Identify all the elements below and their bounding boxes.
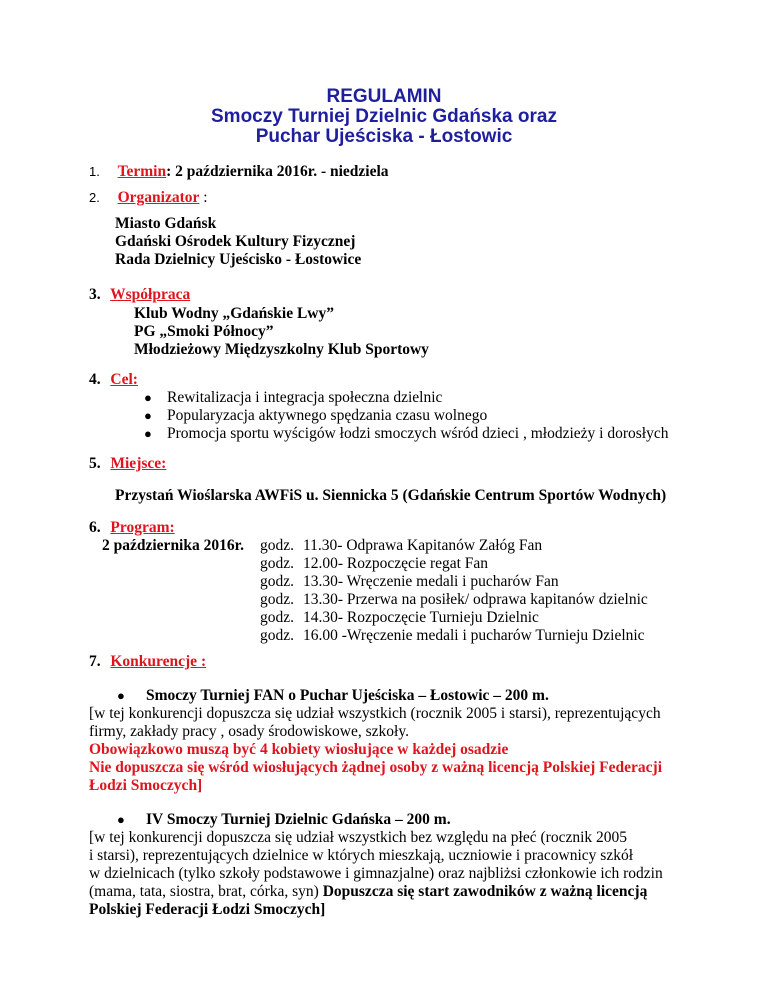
goal-text: Popularyzacja aktywnego spędzania czasu wolnego xyxy=(167,407,488,424)
section-3-number: 3. xyxy=(89,286,101,303)
partner-line: Klub Wodny „Gdańskie Lwy” xyxy=(134,305,335,322)
section-6 xyxy=(89,519,175,537)
section-6-label: Program: xyxy=(110,519,175,536)
title-line-2: Smoczy Turniej Dzielnic Gdańska oraz xyxy=(211,106,557,127)
section-1 xyxy=(89,163,389,181)
competition-1-heading: Smoczy Turniej FAN o Puchar Ujeściska – Łostowic – 200 m. xyxy=(146,687,549,704)
schedule-item: 13.30- Wręczenie medali i pucharów Fan xyxy=(303,573,559,590)
section-1-number: 1. xyxy=(89,164,100,179)
section-3 xyxy=(89,286,190,304)
bullet-icon: ● xyxy=(144,408,152,423)
section-5-label: Miejsce: xyxy=(110,455,167,472)
competition-1-text: [w tej konkurencji dopuszcza się udział wszystkich (rocznik 2005 i starsi), reprezentujących xyxy=(89,705,661,722)
schedule-godz: godz. xyxy=(260,573,295,590)
competition-1-text: firmy, zakłady pracy , osady środowiskowe, szkoły. xyxy=(89,723,409,740)
competition-2-heading: IV Smoczy Turniej Dzielnic Gdańska – 200 m. xyxy=(146,811,451,828)
goal-text: Rewitalizacja i integracja społeczna dzielnic xyxy=(167,389,443,406)
section-2 xyxy=(89,189,208,207)
schedule-godz: godz. xyxy=(260,627,295,644)
section-4 xyxy=(89,371,138,389)
competition-1-bullet xyxy=(117,687,125,705)
section-1-label: Termin xyxy=(117,163,167,180)
competition-1-rule: Obowiązkowo muszą być 4 kobiety wiosłujące w każdej osadzie xyxy=(89,741,509,758)
competition-1-rule: Nie dopuszcza się wśród wiosłujących żądnej osoby z ważną licencją Polskiej Federacji xyxy=(89,759,663,776)
section-7-number: 7. xyxy=(89,653,101,670)
program-date: 2 października 2016r. xyxy=(102,537,244,554)
goal-text: Promocja sportu wyścigów łodzi smoczych wśród dzieci , młodzieży i dorosłych xyxy=(167,425,669,442)
section-6-number: 6. xyxy=(89,519,101,536)
bullet-icon: ● xyxy=(144,426,152,441)
competition-2-license-note: Dopuszcza się start zawodników z ważną licencją xyxy=(322,883,648,900)
schedule-item: 13.30- Przerwa na posiłek/ odprawa kapitanów dzielnic xyxy=(303,591,648,608)
section-2-colon: : xyxy=(199,189,208,206)
section-5 xyxy=(89,455,166,473)
schedule-godz: godz. xyxy=(260,537,295,554)
section-7 xyxy=(89,653,206,671)
organizer-line: Gdański Ośrodek Kultury Fizycznej xyxy=(115,233,356,250)
section-7-label: Konkurencje : xyxy=(110,653,207,670)
schedule-godz: godz. xyxy=(260,591,295,608)
title-line-1: REGULAMIN xyxy=(326,86,442,107)
partner-line: PG „Smoki Północy” xyxy=(134,323,274,340)
section-2-number: 2. xyxy=(89,190,100,205)
competition-2-text: [w tej konkurencji dopuszcza się udział wszystkich bez względu na płeć (rocznik 2005 xyxy=(89,829,628,846)
competition-2-bullet xyxy=(117,811,125,829)
competition-2-text-part: (mama, tata, siostra, brat, córka, syn) xyxy=(89,883,323,900)
competition-2-license-note: Polskiej Federacji Łodzi Smoczych] xyxy=(89,901,326,918)
schedule-item: 16.00 -Wręczenie medali i pucharów Turnieju Dzielnic xyxy=(303,627,645,644)
schedule-item: 12.00- Rozpoczęcie regat Fan xyxy=(303,555,489,572)
schedule-item: 14.30- Rozpoczęcie Turnieju Dzielnic xyxy=(303,609,539,626)
schedule-godz: godz. xyxy=(260,609,295,626)
schedule-item: 11.30- Odprawa Kapitanów Załóg Fan xyxy=(303,537,543,554)
competition-2-text xyxy=(89,883,647,901)
goal-list-item xyxy=(144,425,152,443)
section-4-label: Cel: xyxy=(110,371,138,388)
competition-1-rule: Łodzi Smoczych] xyxy=(89,777,203,794)
bullet-icon: ● xyxy=(117,812,125,827)
partner-line: Młodzieżowy Międzyszkolny Klub Sportowy xyxy=(134,341,429,358)
venue-text: Przystań Wioślarska AWFiS u. Siennicka 5 (Gdańskie Centrum Sportów Wodnych) xyxy=(115,487,667,504)
section-5-number: 5. xyxy=(89,455,101,472)
section-4-number: 4. xyxy=(89,371,101,388)
section-3-label: Współpraca xyxy=(110,286,191,303)
bullet-icon: ● xyxy=(117,688,125,703)
organizer-line: Miasto Gdańsk xyxy=(115,215,217,232)
goal-list-item xyxy=(144,389,152,407)
competition-2-text: i starsi), reprezentujących dzielnice w których mieszkają, uczniowie i pracownicy szkół xyxy=(89,847,633,864)
competition-2-text: w dzielnicach (tylko szkoły podstawowe i gimnazjalne) oraz najbliżsi członkowie ich rodzin xyxy=(89,865,663,882)
goal-list-item xyxy=(144,407,152,425)
section-1-text: : 2 października 2016r. - niedziela xyxy=(166,163,389,180)
organizer-line: Rada Dzielnicy Ujeścisko - Łostowice xyxy=(115,251,362,268)
schedule-godz: godz. xyxy=(260,555,295,572)
bullet-icon: ● xyxy=(144,390,152,405)
section-2-label: Organizator xyxy=(117,189,200,206)
title-line-3: Puchar Ujeściska - Łostowic xyxy=(255,126,513,147)
